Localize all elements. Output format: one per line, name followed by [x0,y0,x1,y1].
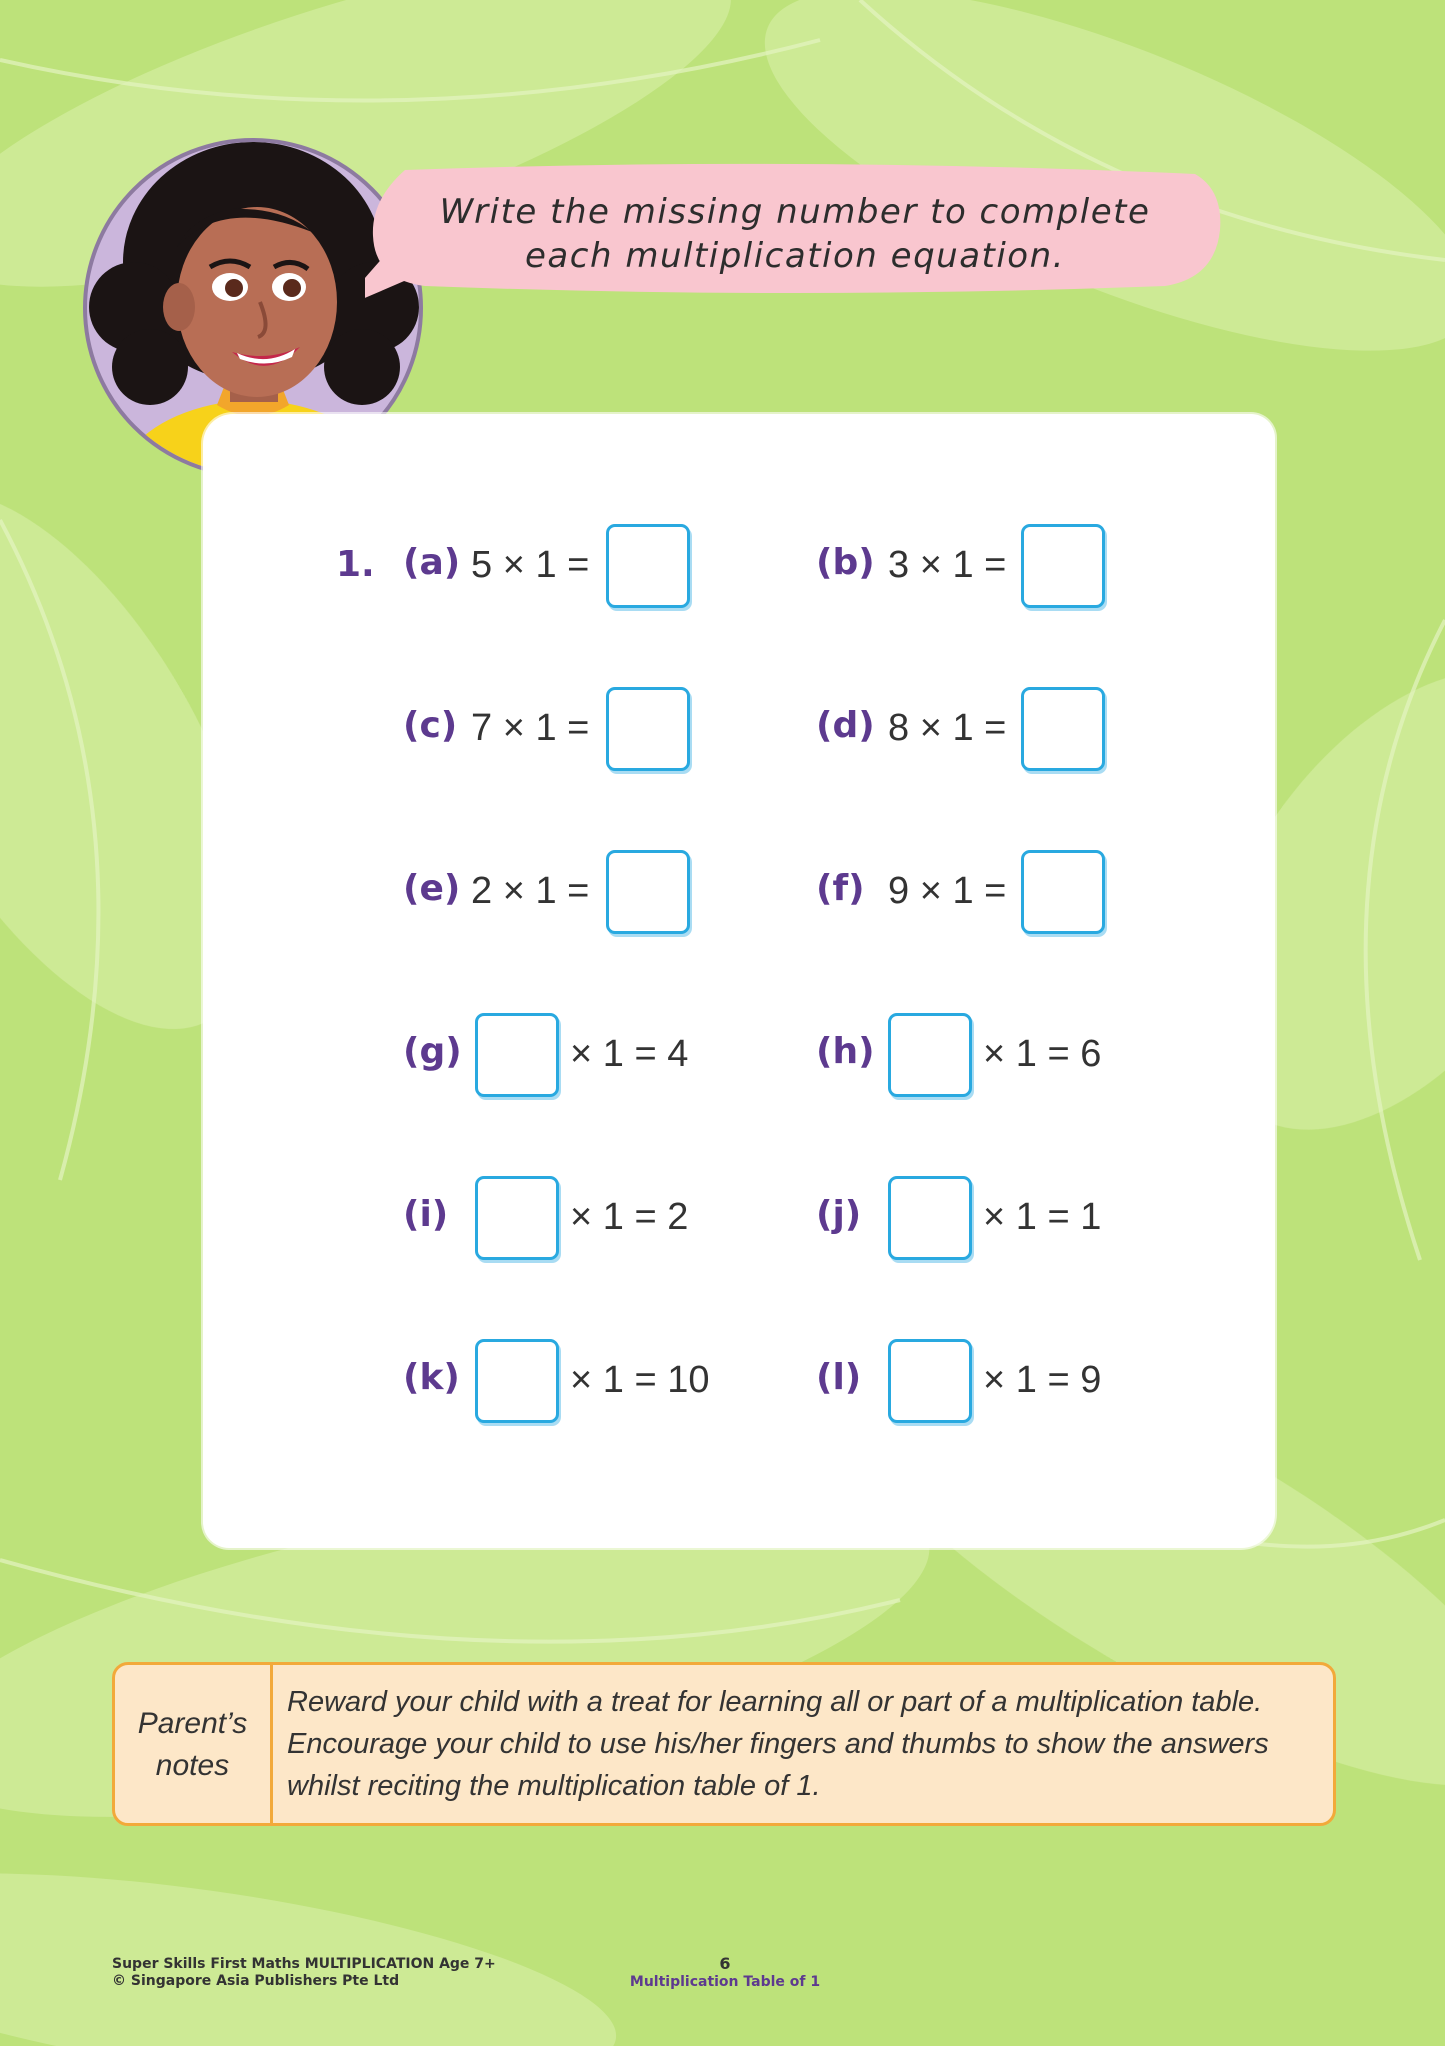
problem-label: (b) [816,542,875,583]
problem-i [403,1176,763,1260]
equation-text: 9 × 1 = [888,870,1007,912]
answer-box[interactable] [888,1176,972,1260]
instruction-line-1: Write the missing number to complete [439,192,1151,232]
problem-label: (d) [816,705,875,746]
parents-notes-line-3: whilst reciting the multiplication table of 1. [287,1770,821,1802]
problem-label: (f) [816,868,865,909]
book-title: Super Skills First Maths MULTIPLICATION Age 7+ [112,1956,496,1972]
footer-credits [112,1956,496,1990]
equation-text: 5 × 1 = [471,544,590,586]
problem-l [816,1339,1176,1423]
problem-label: (g) [403,1031,462,1072]
parents-notes-box [112,1662,1336,1826]
parents-notes-heading [115,1703,270,1787]
parents-notes-line-2: Encourage your child to use his/her fingers and thumbs to show the answers [287,1728,1269,1760]
instruction-line-2: each multiplication equation. [525,236,1065,276]
problem-f [816,850,1176,934]
problem-e [403,850,763,934]
answer-box[interactable] [475,1339,559,1423]
page-number: 6 [719,1954,731,1973]
parents-notes-heading-line-2: notes [155,1749,230,1782]
problem-a [403,524,763,608]
speech-bubble [365,160,1225,300]
answer-box[interactable] [888,1013,972,1097]
notes-divider [270,1665,273,1823]
page-topic: Multiplication Table of 1 [629,1974,821,1990]
answer-box[interactable] [475,1176,559,1260]
problem-c [403,687,763,771]
problem-j [816,1176,1176,1260]
equation-text: × 1 = 6 [983,1033,1102,1075]
answer-box[interactable] [606,687,690,771]
problem-label: (j) [816,1194,862,1235]
parents-notes-heading-line-1: Parent’s [137,1707,248,1740]
answer-box[interactable] [1021,850,1105,934]
equation-text: 2 × 1 = [471,870,590,912]
equation-text: 3 × 1 = [888,544,1007,586]
parents-notes-body [287,1681,1327,1807]
equation-text: × 1 = 9 [983,1359,1102,1401]
instruction-text [385,190,1205,278]
answer-box[interactable] [475,1013,559,1097]
problem-k [403,1339,763,1423]
answer-box[interactable] [606,850,690,934]
problem-b [816,524,1176,608]
problem-label: (e) [403,868,461,909]
problem-label: (i) [403,1194,449,1235]
problem-h [816,1013,1176,1097]
equation-text: × 1 = 1 [983,1196,1102,1238]
parents-notes-line-1: Reward your child with a treat for learning all or part of a multiplication table. [287,1686,1263,1718]
answer-box[interactable] [888,1339,972,1423]
copyright: © Singapore Asia Publishers Pte Ltd [112,1973,400,1989]
equation-text: × 1 = 10 [570,1359,710,1401]
worksheet-card [203,414,1275,1548]
problem-g [403,1013,763,1097]
problem-label: (a) [403,542,461,583]
problem-label: (k) [403,1357,460,1398]
problem-d [816,687,1176,771]
equation-text: × 1 = 4 [570,1033,689,1075]
problem-label: (h) [816,1031,875,1072]
question-number: 1. [336,544,375,585]
problem-label: (l) [816,1357,862,1398]
answer-box[interactable] [606,524,690,608]
equation-text: 8 × 1 = [888,707,1007,749]
problem-label: (c) [403,705,458,746]
equation-text: × 1 = 2 [570,1196,689,1238]
equation-text: 7 × 1 = [471,707,590,749]
answer-box[interactable] [1021,687,1105,771]
answer-box[interactable] [1021,524,1105,608]
